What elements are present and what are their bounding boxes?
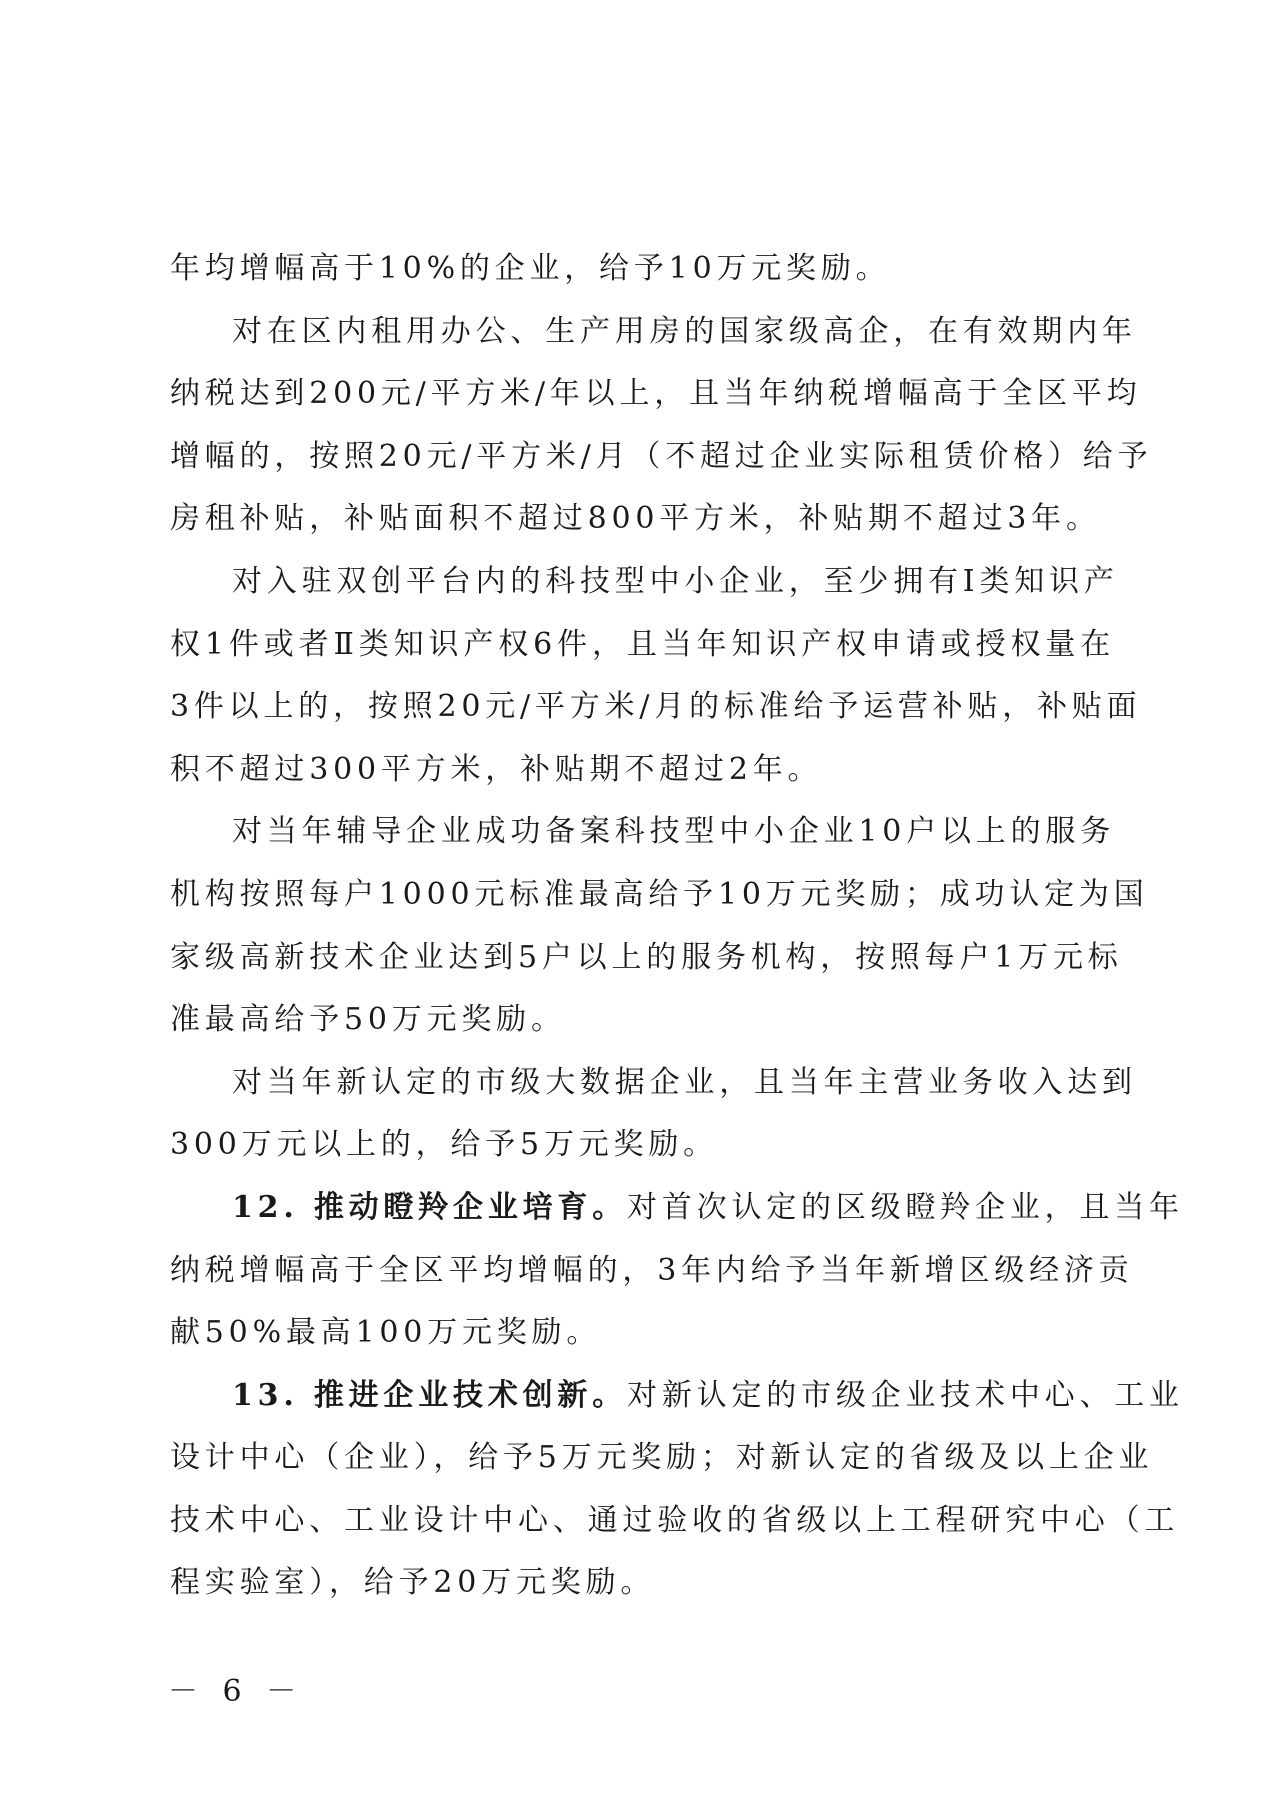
line-text: 增幅的，按照20元/平方米/月（不超过企业实际租赁价格）给予 [170, 438, 1153, 474]
line-text: 对当年辅导企业成功备案科技型中小企业10户以上的服务 [232, 814, 1115, 850]
text-line [170, 488, 1115, 551]
text-line [170, 1177, 1184, 1240]
text-line [170, 1302, 1115, 1365]
line-text: 房租补贴，补贴面积不超过800平方米，补贴期不超过3年。 [170, 501, 1101, 537]
line-text: 积不超过300平方米，补贴期不超过2年。 [170, 751, 823, 787]
line-text: 技术中心、工业设计中心、通过验收的省级以上工程研究中心（工 [170, 1502, 1180, 1538]
text-line [170, 739, 1115, 802]
text-line [170, 238, 1115, 301]
line-text: 对入驻双创平台内的科技型中小企业，至少拥有Ⅰ类知识产 [232, 563, 1119, 599]
text-line [170, 989, 1115, 1052]
line-text: 机构按照每户1000元标准最高给予10万元奖励；成功认定为国 [170, 876, 1149, 912]
text-line [170, 1240, 1134, 1303]
line-text: 纳税达到200元/平方米/年以上，且当年纳税增幅高于全区平均 [170, 376, 1142, 412]
text-line [170, 1552, 1115, 1615]
line-text: 准最高给予50万元奖励。 [170, 1002, 566, 1038]
text-line [170, 864, 1149, 927]
text-line [170, 1365, 1184, 1428]
text-line [170, 801, 1115, 864]
line-text: 纳税增幅高于全区平均增幅的，3年内给予当年新增区级经济贡 [170, 1252, 1134, 1288]
text-line [170, 551, 1119, 614]
text-line [170, 1427, 1154, 1490]
section-heading: 12. 推动瞪羚企业培育。 [232, 1189, 628, 1225]
text-line [170, 1052, 1137, 1115]
line-text: 设计中心（企业），给予5万元奖励；对新认定的省级及以上企业 [170, 1440, 1154, 1476]
line-text: 权1件或者Ⅱ类知识产权6件，且当年知识产权申请或授权量在 [170, 626, 1115, 662]
text-line [170, 927, 1123, 990]
text-line [170, 1490, 1180, 1553]
line-text: 家级高新技术企业达到5户以上的服务机构，按照每户1万元标 [170, 939, 1123, 975]
section-heading: 13. 推进企业技术创新。 [232, 1377, 628, 1413]
text-line [170, 1114, 1115, 1177]
line-text: 程实验室），给予20万元奖励。 [170, 1565, 656, 1601]
line-text: 300万元以上的，给予5万元奖励。 [170, 1127, 718, 1163]
line-text: 献50%最高100万元奖励。 [170, 1315, 602, 1351]
line-text: 对当年新认定的市级大数据企业，且当年主营业务收入达到 [232, 1064, 1137, 1100]
line-text: 对首次认定的区级瞪羚企业，且当年 [627, 1189, 1184, 1225]
line-text: 年均增幅高于10%的企业，给予10万元奖励。 [170, 251, 891, 286]
text-line [170, 426, 1153, 489]
text-line [170, 301, 1137, 364]
body-text [170, 238, 1184, 1615]
page-number: － 6 － [168, 1674, 304, 1709]
text-line [170, 676, 1142, 739]
line-text: 对新认定的市级企业技术中心、工业 [627, 1377, 1184, 1413]
text-line [170, 614, 1115, 677]
line-text: 3件以上的，按照20元/平方米/月的标准给予运营补贴，补贴面 [170, 689, 1142, 725]
text-line [170, 363, 1142, 426]
line-text: 对在区内租用办公、生产用房的国家级高企，在有效期内年 [232, 313, 1137, 349]
